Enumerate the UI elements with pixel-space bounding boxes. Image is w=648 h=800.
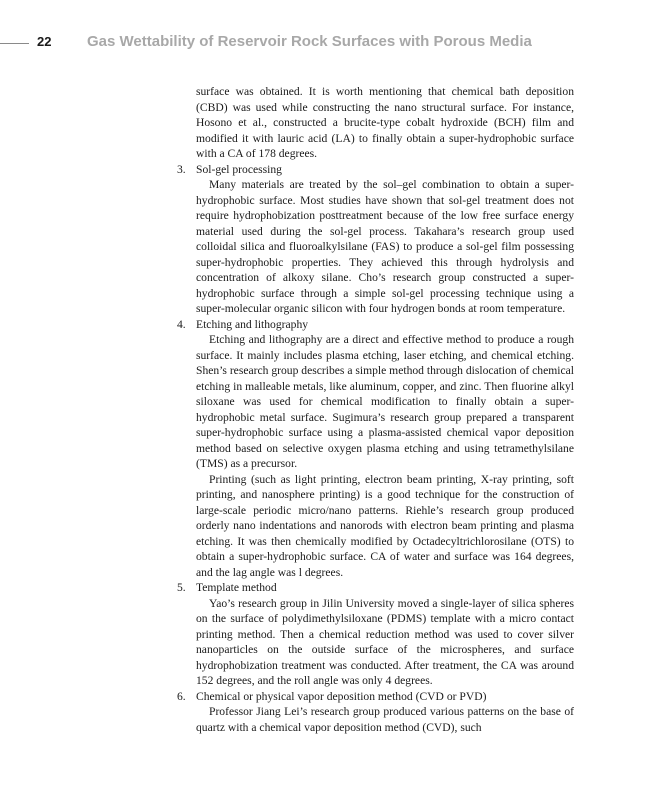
paragraph: Yao’s research group in Jilin University moved a single-layer of silica spheres on the surface of polydimethylsiloxane (PDMS) template with a micro contact printing method. Then a chemical reduction method was used to cover silver nanoparticles on the outside surface of the microspheres, and surface hydrophobization treatment was conducted. After treatment, the CA was around 152 degrees, and the roll angle was only 4 degrees. [196,596,574,687]
list-item-title: Template method [196,581,277,594]
list-item-number: 3. [177,162,186,176]
page-number: 22 [37,34,52,49]
list-item-number: 4. [177,317,186,331]
paragraph: Many materials are treated by the sol–gel combination to obtain a super-hydrophobic surface. Most studies have shown that sol-gel treatment does not require hydrophobization posttreatment because of the low free surface energy material used during the sol-gel process. Takahara’s research group used colloidal silica and fluoroalkylsilane (FAS) to produce a sol-gel film possessing super-hydrophobic properties. They achieved this through hydrolysis and concentration of alkoxy silane. Cho’s research group constructed a super-hydrophobic surface through a simple sol-gel processing technique using a super-molecular organic silicon with four hydrogen bonds at room temperature. [196,178,574,315]
list-item-vapor-deposition [177,689,574,736]
list-item-heading [177,580,574,596]
list-item-title: Chemical or physical vapor deposition method (CVD or PVD) [196,689,487,703]
paragraph: Etching and lithography are a direct and effective method to produce a rough surface. It mainly includes plasma etching, laser etching, and chemical etching. Shen’s research group describes a simple method through dislocation of chemical etching in malleable metals, like aluminum, copper, and zinc. Then fluorine alkyl siloxane was used for chemical modification to finally obtain a super-hydrophobic metal surface. Sugimura’s research group prepared a transparent super-hydrophobic surface using a plasma-assisted chemical vapor deposition method based on selective oxygen plasma etching and using tetramethylsilane (TMS) as a precursor. [196,333,574,470]
list-item-title: Etching and lithography [196,317,309,331]
list-item-sol-gel [177,162,574,317]
header-rule [0,43,29,44]
list-item-number: 5. [177,581,186,594]
list-item-heading [177,162,574,178]
body-text [177,84,574,735]
paragraph: Professor Jiang Lei’s research group produced various patterns on the base of quartz with a chemical vapor deposition method (CVD), such [196,705,574,734]
list-item-title: Sol-gel processing [196,162,282,176]
intro-paragraph: surface was obtained. It is worth mentioning that chemical bath deposition (CBD) was used while constructing the nano structural surface. For instance, Hosono et al., constructed a brucite-type cobalt hydroxide (BCH) film and modified it with lauric acid (LA) to finally obtain a super-hydrophobic surface with a CA of 178 degrees. [196,85,574,160]
list-item-number: 6. [177,689,186,703]
list-item-template [177,580,574,689]
paragraph: Printing (such as light printing, electron beam printing, X-ray printing, soft printing, and nanosphere printing) is a good technique for the construction of large-scale periodic micro/nano patterns. Riehle’s research group produced orderly nano indentations and nanorods with electron beam printing and plasma etching. It was then chemically modified by Octadecyltrichlorosilane (OTS) to obtain a super-hydrophobic surface. CA of water and surface was 164 degrees, and the lag angle was l degrees. [196,472,574,579]
list-item-etching [177,317,574,581]
list-item-heading [177,689,574,705]
running-title: Gas Wettability of Reservoir Rock Surfaces with Porous Media [87,33,532,50]
list-item-heading [177,317,574,333]
